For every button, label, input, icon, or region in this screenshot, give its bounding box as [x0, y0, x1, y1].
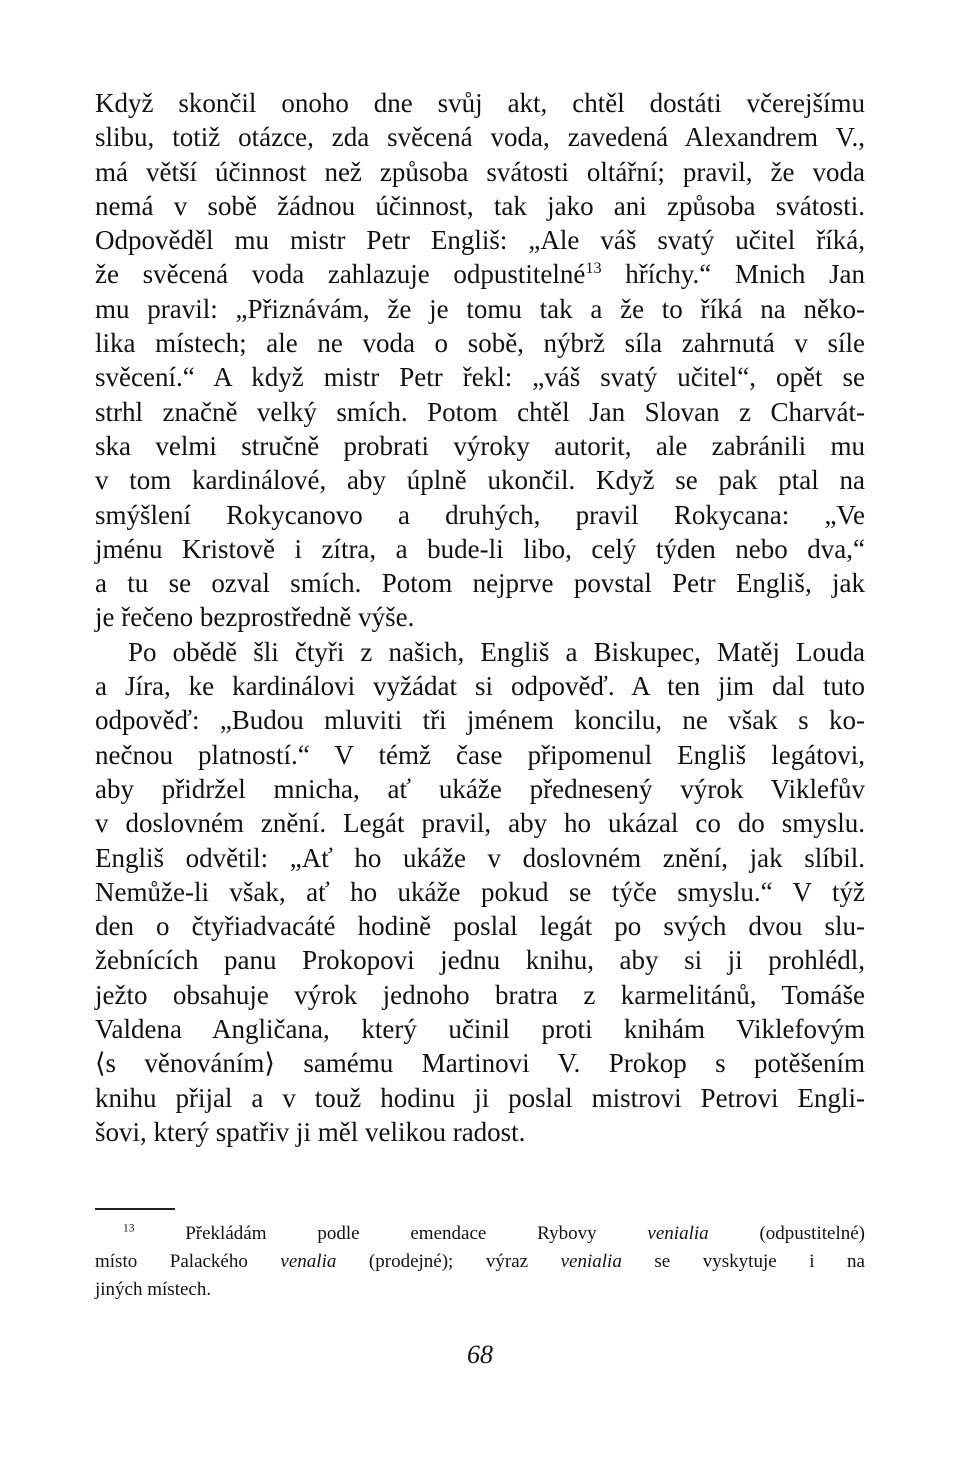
text-line: Valdena Angličana, který učinil proti knihám Viklefovým — [95, 1014, 865, 1045]
text-line: Když skončil onoho dne svůj akt, chtěl dostáti včerejšímu — [95, 88, 865, 118]
footnote-text: Překládám podle emendace Rybovy — [134, 1223, 648, 1244]
text-line: a tu se ozval smích. Potom nejprve povstal Petr Engliš, jak — [95, 568, 865, 599]
text-line: má větší účinnost než způsoba svátosti oltářní; pravil, že voda — [95, 156, 865, 187]
footnote-marker: 13 — [123, 1222, 135, 1235]
text-line: šovi, který spatřiv ji měl velikou radost. — [95, 1116, 526, 1147]
footnote-text: se vyskytuje i na — [621, 1251, 865, 1272]
text-line: a Jíra, ke kardinálovi vyžádat si odpověď. A ten jim dal tuto — [95, 671, 865, 702]
text-line: knihu přijal a v touž hodinu ji poslal mistrovi Petrovi Engli- — [95, 1082, 865, 1113]
text-line: ⟨s věnováním⟩ samému Martinovi V. Prokop s potěšením — [95, 1048, 865, 1079]
text-line: strhl značně velký smích. Potom chtěl Jan Slovan z Charvát- — [95, 396, 865, 427]
footnote-line — [95, 1220, 865, 1248]
paragraph-start: Po obědě šli čtyři z našich, Engliš a Biskupec, Matěj Louda — [128, 636, 865, 667]
footnote — [95, 1220, 865, 1304]
text-line: v tom kardinálové, aby úplně ukončil. Když se pak ptal na — [95, 465, 865, 496]
page-number: 68 — [467, 1340, 493, 1369]
footnote-text: (odpustitelné) — [708, 1223, 865, 1244]
text-line: aby přidržel mnicha, ať ukáže přednesený výrok Viklefův — [95, 773, 865, 804]
text-line: svěcení.“ A když mistr Petr řekl: „váš svatý učitel“, opět se — [95, 362, 865, 393]
footnote-reference: 13 — [585, 259, 602, 278]
text-line: nečnou platností.“ V témž čase připomenul Engliš legátovi, — [95, 739, 865, 770]
footnote-italic: venialia — [647, 1223, 709, 1244]
footnote-line — [95, 1248, 865, 1276]
text-span: hříchy.“ Mnich Jan — [601, 259, 865, 290]
text-line: ska velmi stručně probrati výroky autorit, ale zabránili mu — [95, 430, 865, 461]
text-line-with-note — [95, 257, 865, 291]
text-line: slibu, totiž otázce, zda svěcená voda, zavedená Alexandrem V., — [95, 122, 865, 153]
text-line: v doslovném znění. Legát pravil, aby ho ukázal co do smyslu. — [95, 808, 865, 839]
text-line: den o čtyřiadvacáté hodině poslal legát po svých dvou slu- — [95, 911, 865, 942]
footnote-separator — [95, 1208, 175, 1210]
text-line: odpověď: „Budou mluviti tři jménem koncilu, ne však s ko- — [95, 705, 865, 736]
text-line: mu pravil: „Přiznávám, že je tomu tak a že to říká na něko- — [95, 293, 865, 324]
text-line: žebnících panu Prokopovi jednu knihu, aby si ji prohlédl, — [95, 945, 865, 976]
text-line: Odpověděl mu mistr Petr Engliš: „Ale váš svatý učitel říká, — [95, 225, 865, 256]
footnote-italic: venalia — [280, 1251, 337, 1272]
text-line: nemá v sobě žádnou účinnost, tak jako ani způsoba svátosti. — [95, 190, 865, 221]
footnote-line: jiných místech. — [95, 1279, 212, 1300]
text-line: je řečeno bezprostředně výše. — [95, 602, 415, 633]
text-line: smýšlení Rokycanovo a druhých, pravil Rokycana: „Ve — [95, 499, 865, 530]
text-span: že svěcená voda zahlazuje odpustitelné — [95, 259, 586, 290]
text-line: lika místech; ale ne voda o sobě, nýbrž síla zahrnutá v síle — [95, 328, 865, 359]
footnote-text: (prodejné); výraz — [336, 1251, 561, 1272]
footnote-text: místo Palackého — [95, 1251, 281, 1272]
text-line: jménu Kristově i zítra, a bude-li libo, celý týden nebo dva,“ — [95, 533, 865, 564]
text-line: Engliš odvětil: „Ať ho ukáže v doslovném znění, jak slíbil. — [95, 842, 865, 873]
main-text — [95, 86, 865, 1149]
text-line: ježto obsahuje výrok jednoho bratra z karmelitánů, Tomáše — [95, 979, 865, 1010]
footnote-italic: venialia — [560, 1251, 622, 1272]
text-line: Nemůže-li však, ať ho ukáže pokud se týče smyslu.“ V týž — [95, 876, 865, 907]
